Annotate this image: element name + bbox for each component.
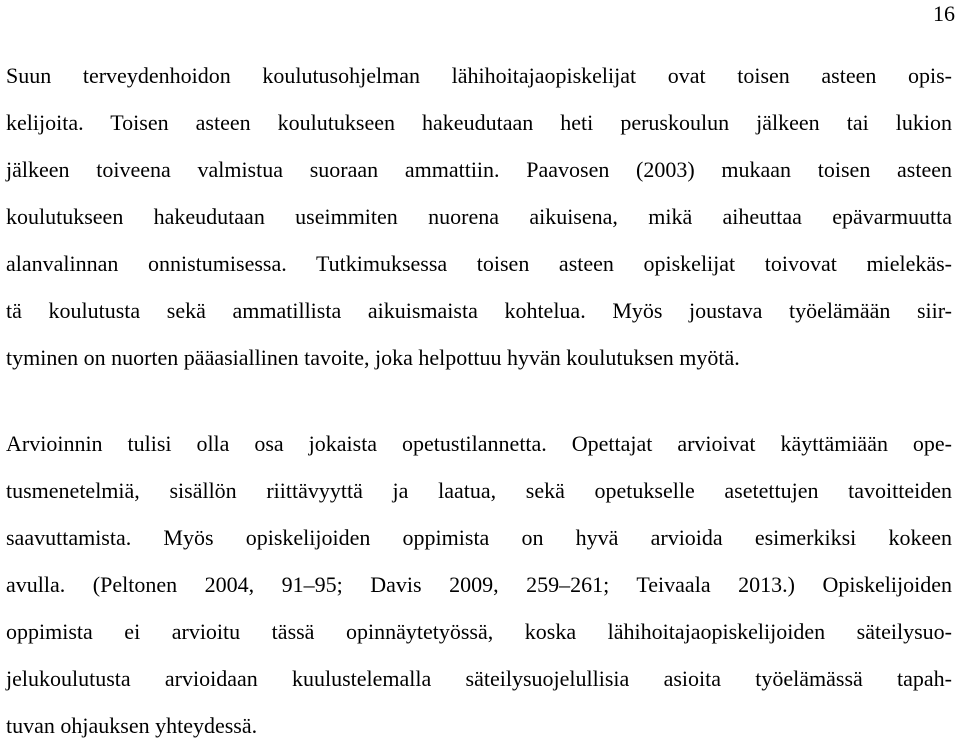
text-line: oppimista ei arvioitu tässä opinnäytetyössä, koska lähihoitajaopiskelijoiden säteilysuo- bbox=[6, 619, 952, 644]
text-line: koulutukseen hakeudutaan useimmiten nuorena aikuisena, mikä aiheuttaa epävarmuutta bbox=[6, 204, 952, 229]
text-line: jelukoulutusta arvioidaan kuulustelemalla säteilysuojelullisia asioita työelämässä tapah- bbox=[6, 666, 952, 691]
text-line: tyminen on nuorten pääasiallinen tavoite, joka helpottuu hyvän koulutuksen myötä. bbox=[6, 345, 740, 370]
paragraph-2 bbox=[6, 420, 952, 749]
text-line: jälkeen toiveena valmistua suoraan ammattiin. Paavosen (2003) mukaan toisen asteen bbox=[6, 157, 952, 182]
text-line: kelijoita. Toisen asteen koulutukseen hakeudutaan heti peruskoulun jälkeen tai lukion bbox=[6, 110, 952, 135]
paragraph-1 bbox=[6, 52, 952, 381]
text-line: avulla. (Peltonen 2004, 91–95; Davis 2009, 259–261; Teivaala 2013.) Opiskelijoiden bbox=[6, 572, 952, 597]
text-line: tä koulutusta sekä ammatillista aikuismaista kohtelua. Myös joustava työelämään siir- bbox=[6, 298, 952, 323]
text-line: Arvioinnin tulisi olla osa jokaista opetustilannetta. Opettajat arvioivat käyttämiään ope- bbox=[6, 431, 952, 456]
text-line: tusmenetelmiä, sisällön riittävyyttä ja laatua, sekä opetukselle asetettujen tavoitteiden bbox=[6, 478, 952, 503]
text-line: alanvalinnan onnistumisessa. Tutkimuksessa toisen asteen opiskelijat toivovat mielekäs- bbox=[6, 251, 952, 276]
text-line: tuvan ohjauksen yhteydessä. bbox=[6, 713, 258, 738]
page-number: 16 bbox=[933, 1, 955, 26]
text-line: Suun terveydenhoidon koulutusohjelman lähihoitajaopiskelijat ovat toisen asteen opis- bbox=[6, 63, 952, 88]
text-line: saavuttamista. Myös opiskelijoiden oppimista on hyvä arvioida esimerkiksi kokeen bbox=[6, 525, 952, 550]
